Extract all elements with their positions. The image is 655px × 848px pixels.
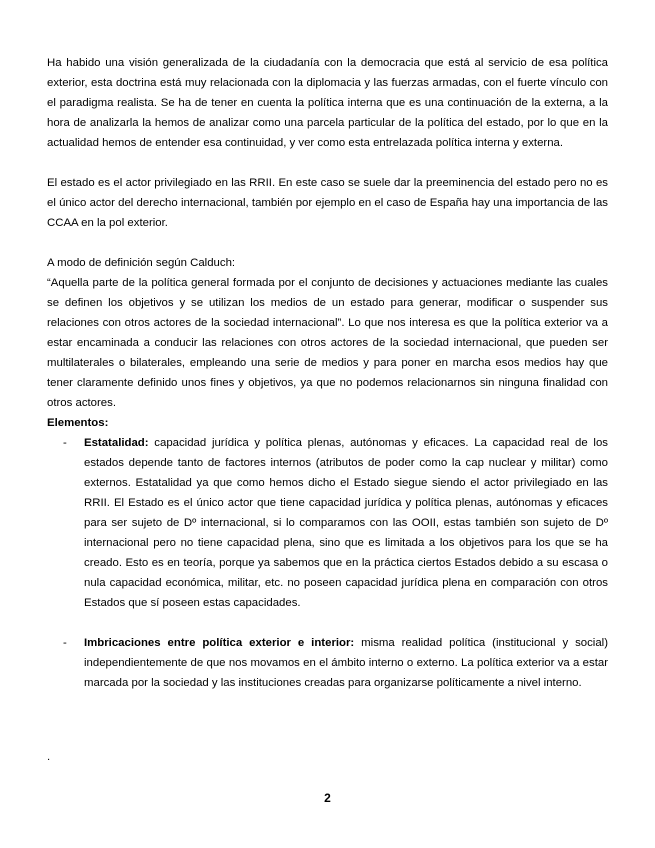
paragraph-spacer: [47, 153, 608, 173]
bullet-dash: -: [63, 637, 67, 649]
stray-period-mark: .: [47, 751, 51, 763]
list-item-imbricaciones: [47, 633, 608, 693]
document-body: [47, 53, 608, 693]
paragraph-spacer: [47, 613, 608, 633]
definition-intro: A modo de definición según Calduch:: [47, 257, 236, 269]
bullet-dash: -: [63, 437, 67, 449]
definition-quote: “Aquella parte de la política general formada por el conjunto de decisiones y actuaciones mediante las cuales se definen los objetivos y se utilizan los medios de un estado para generar, modificar o suspender sus relaciones con otros actores de la sociedad internacional”. Lo que nos interesa es que la política exterior va a estar encaminada a conducir las relaciones con otros actores de la sociedad internacional, que pueden ser multilaterales o bilaterales, empleando una serie de medios y para poner en marcha esos medios hay que tener claramente definido unos fines y objetivos, ya que no podemos relacionarnos sin ninguna finalidad con otros actores.: [47, 277, 608, 409]
bullet-text: capacidad jurídica y política plenas, autónomas y eficaces. La capacidad real de los estados depende tanto de factores internos (atributos de poder como la cap nuclear y militar) como externos. Estatalidad ya que como hemos dicho el Estado siegue siendo el actor privilegiado en las RRII. El Estado es el único actor que tiene capacidad jurídica y política plenas, autónomas y eficaces para ser sujeto de Dº internacional, si lo comparamos con las OOII, estas también son sujeto de Dº internacional pero no tiene capacidad plena, sino que es limitada a los objetivos para los que se ha creado. Esto es en teoría, porque ya sabemos que en la práctica ciertos Estados debido a su escasa o nula capacidad económica, militar, etc. no poseen capacidad jurídica plena en comparación con otros Estados que sí poseen estas capacidades.: [84, 437, 608, 609]
paragraph-foreign-policy-vision: Ha habido una visión generalizada de la ciudadanía con la democracia que está al servicio de esa política exterior, esta doctrina está muy relacionada con la diplomacia y las fuerzas armadas, con el fuerte vínculo con el paradigma realista. Se ha de tener en cuenta la política interna que es una continuación de la externa, a la hora de analizarla la hemos de analizar como una parcela particular de la política del estado, por lo que en la actualidad hemos de entender esa continuidad, y ver como esta entrelazada política interna y externa.: [47, 57, 608, 149]
list-item-estatalidad: [47, 433, 608, 613]
elements-heading: Elementos:: [47, 417, 109, 429]
paragraph-state-actor: El estado es el actor privilegiado en las RRII. En este caso se suele dar la preeminencia del estado pero no es el único actor del derecho internacional, también por ejemplo en el caso de España hay una importancia de las CCAA en la pol exterior.: [47, 177, 608, 229]
page-number: 2: [324, 791, 331, 805]
paragraph-spacer: [47, 233, 608, 253]
bullet-term: Estatalidad:: [84, 437, 149, 449]
bullet-text: misma realidad política (institucional y social) independientemente de que nos movamos en el ámbito interno o externo. La política exterior va a estar marcada por la sociedad y las instituciones creadas para organizarse políticamente a nivel interno.: [84, 637, 608, 689]
bullet-term: Imbricaciones entre política exterior e interior:: [84, 637, 355, 649]
